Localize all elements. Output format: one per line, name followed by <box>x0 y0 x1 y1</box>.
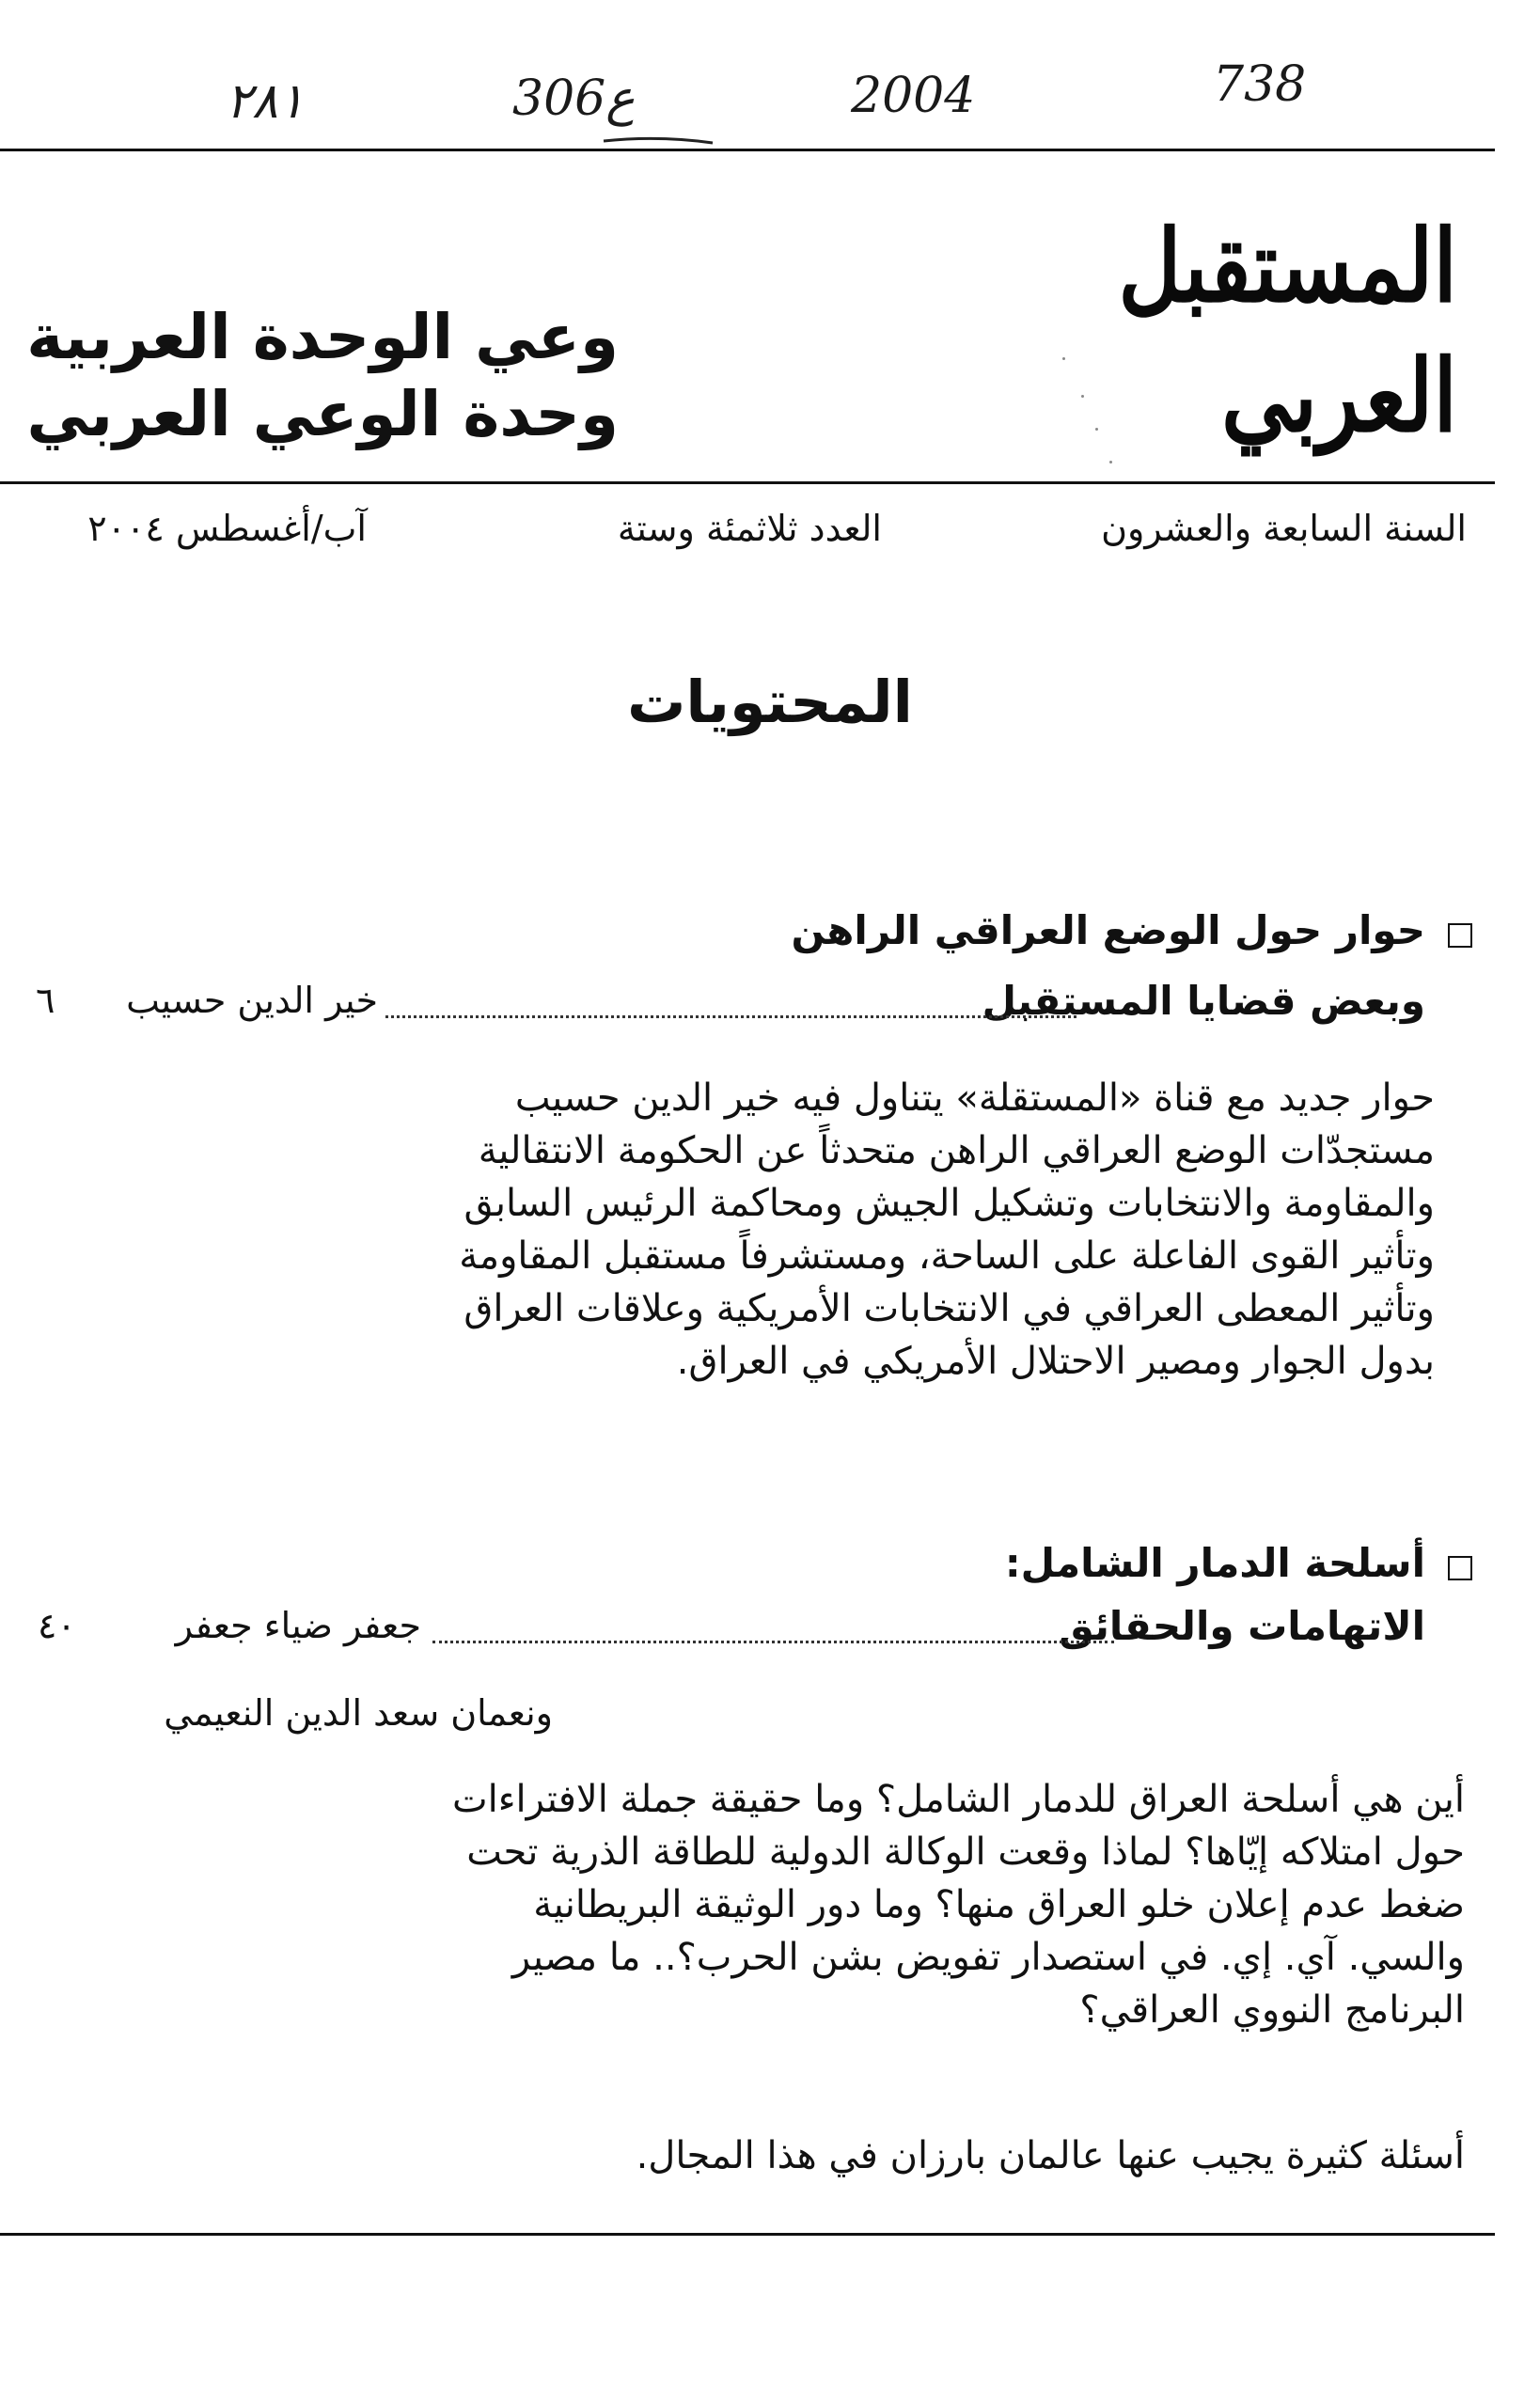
summary-line: ضغط عدم إعلان خلو العراق منها؟ وما دور الوثيقة البريطانية <box>533 1883 1465 1926</box>
section-2-leader-dots <box>432 1641 1114 1643</box>
section-1-leader-dots <box>385 1015 1076 1018</box>
issue-number: العدد ثلاثمئة وستة <box>617 508 882 549</box>
section-1-page-number: ٦ <box>36 980 55 1021</box>
section-2-page-number: ٤٠ <box>38 1605 76 1646</box>
summary-line: وتأثير المعطى العراقي في الانتخابات الأمريكية وعلاقات العراق <box>464 1287 1435 1330</box>
section-2-title-line-1: أسلحة الدمار الشامل: <box>1004 1540 1425 1586</box>
handwritten-left-number: ٢٨١ <box>226 73 305 130</box>
handwritten-year: 2004 <box>851 68 976 124</box>
scan-speck <box>1109 461 1112 463</box>
section-2-checkbox-icon <box>1448 1556 1472 1580</box>
summary-line: والسي. آي. إي. في استصدار تفويض بشن الحرب؟.. ما مصير <box>511 1936 1465 1979</box>
section-2-summary <box>308 1773 1465 2036</box>
slogan-line-2: وحدة الوعي العربي <box>26 378 619 450</box>
scan-speck <box>1081 395 1084 398</box>
scan-speck <box>1062 357 1065 360</box>
section-2-title-line-2: الاتهامات والحقائق <box>1059 1603 1425 1649</box>
summary-line: أين هي أسلحة العراق للدمار الشامل؟ وما حقيقة جملة الافتراءات <box>451 1778 1465 1821</box>
section-1-summary <box>278 1072 1435 1388</box>
handwritten-catalog-code: 306ع <box>512 71 636 127</box>
section-1-checkbox-icon <box>1448 923 1472 948</box>
summary-line: والمقاومة والانتخابات وتشكيل الجيش ومحاكمة الرئيس السابق <box>464 1182 1435 1225</box>
summary-line: بدول الجوار ومصير الاحتلال الأمريكي في العراق. <box>676 1340 1435 1383</box>
section-1-title-line-1: حوار حول الوضع العراقي الراهن <box>791 907 1425 953</box>
slogan-line-1: وعي الوحدة العربية <box>26 301 619 373</box>
summary-line: مستجدّات الوضع العراقي الراهن متحدثاً عن الحكومة الانتقالية <box>478 1129 1435 1172</box>
section-1-author: خير الدين حسيب <box>126 980 378 1021</box>
summary-line: حول امتلاكه إيّاها؟ لماذا وقعت الوكالة الدولية للطاقة الذرية تحت <box>466 1830 1465 1874</box>
summary-line: وتأثير القوى الفاعلة على الساحة، ومستشرفاً مستقبل المقاومة <box>459 1234 1435 1278</box>
scan-speck <box>1095 428 1098 431</box>
handwritten-issue-ref: 738 <box>1213 56 1307 113</box>
masthead-rule <box>0 481 1495 484</box>
section-2-closing: أسئلة كثيرة يجيب عنها عالمان بارزان في هذا المجال. <box>636 2134 1465 2177</box>
logo-text: المستقبل العربي <box>1118 207 1457 455</box>
contents-title: المحتويات <box>627 668 913 736</box>
bottom-rule <box>0 2233 1495 2236</box>
section-1-title-line-2: وبعض قضايا المستقبل <box>982 978 1425 1024</box>
summary-line: حوار جديد مع قناة «المستقلة» يتناول فيه خير الدين حسيب <box>514 1076 1435 1120</box>
summary-line: البرنامج النووي العراقي؟ <box>1079 1988 1465 2032</box>
section-2-author: جعفر ضياء جعفر <box>175 1605 421 1646</box>
issue-date: آب/أغسطس ٢٠٠٤ <box>87 508 367 549</box>
journal-logo <box>1015 207 1457 455</box>
top-rule <box>0 149 1495 151</box>
handwritten-underline <box>602 134 715 147</box>
issue-year-label: السنة السابعة والعشرون <box>1101 508 1467 549</box>
section-2-co-author: ونعمان سعد الدين النعيمي <box>164 1692 553 1734</box>
